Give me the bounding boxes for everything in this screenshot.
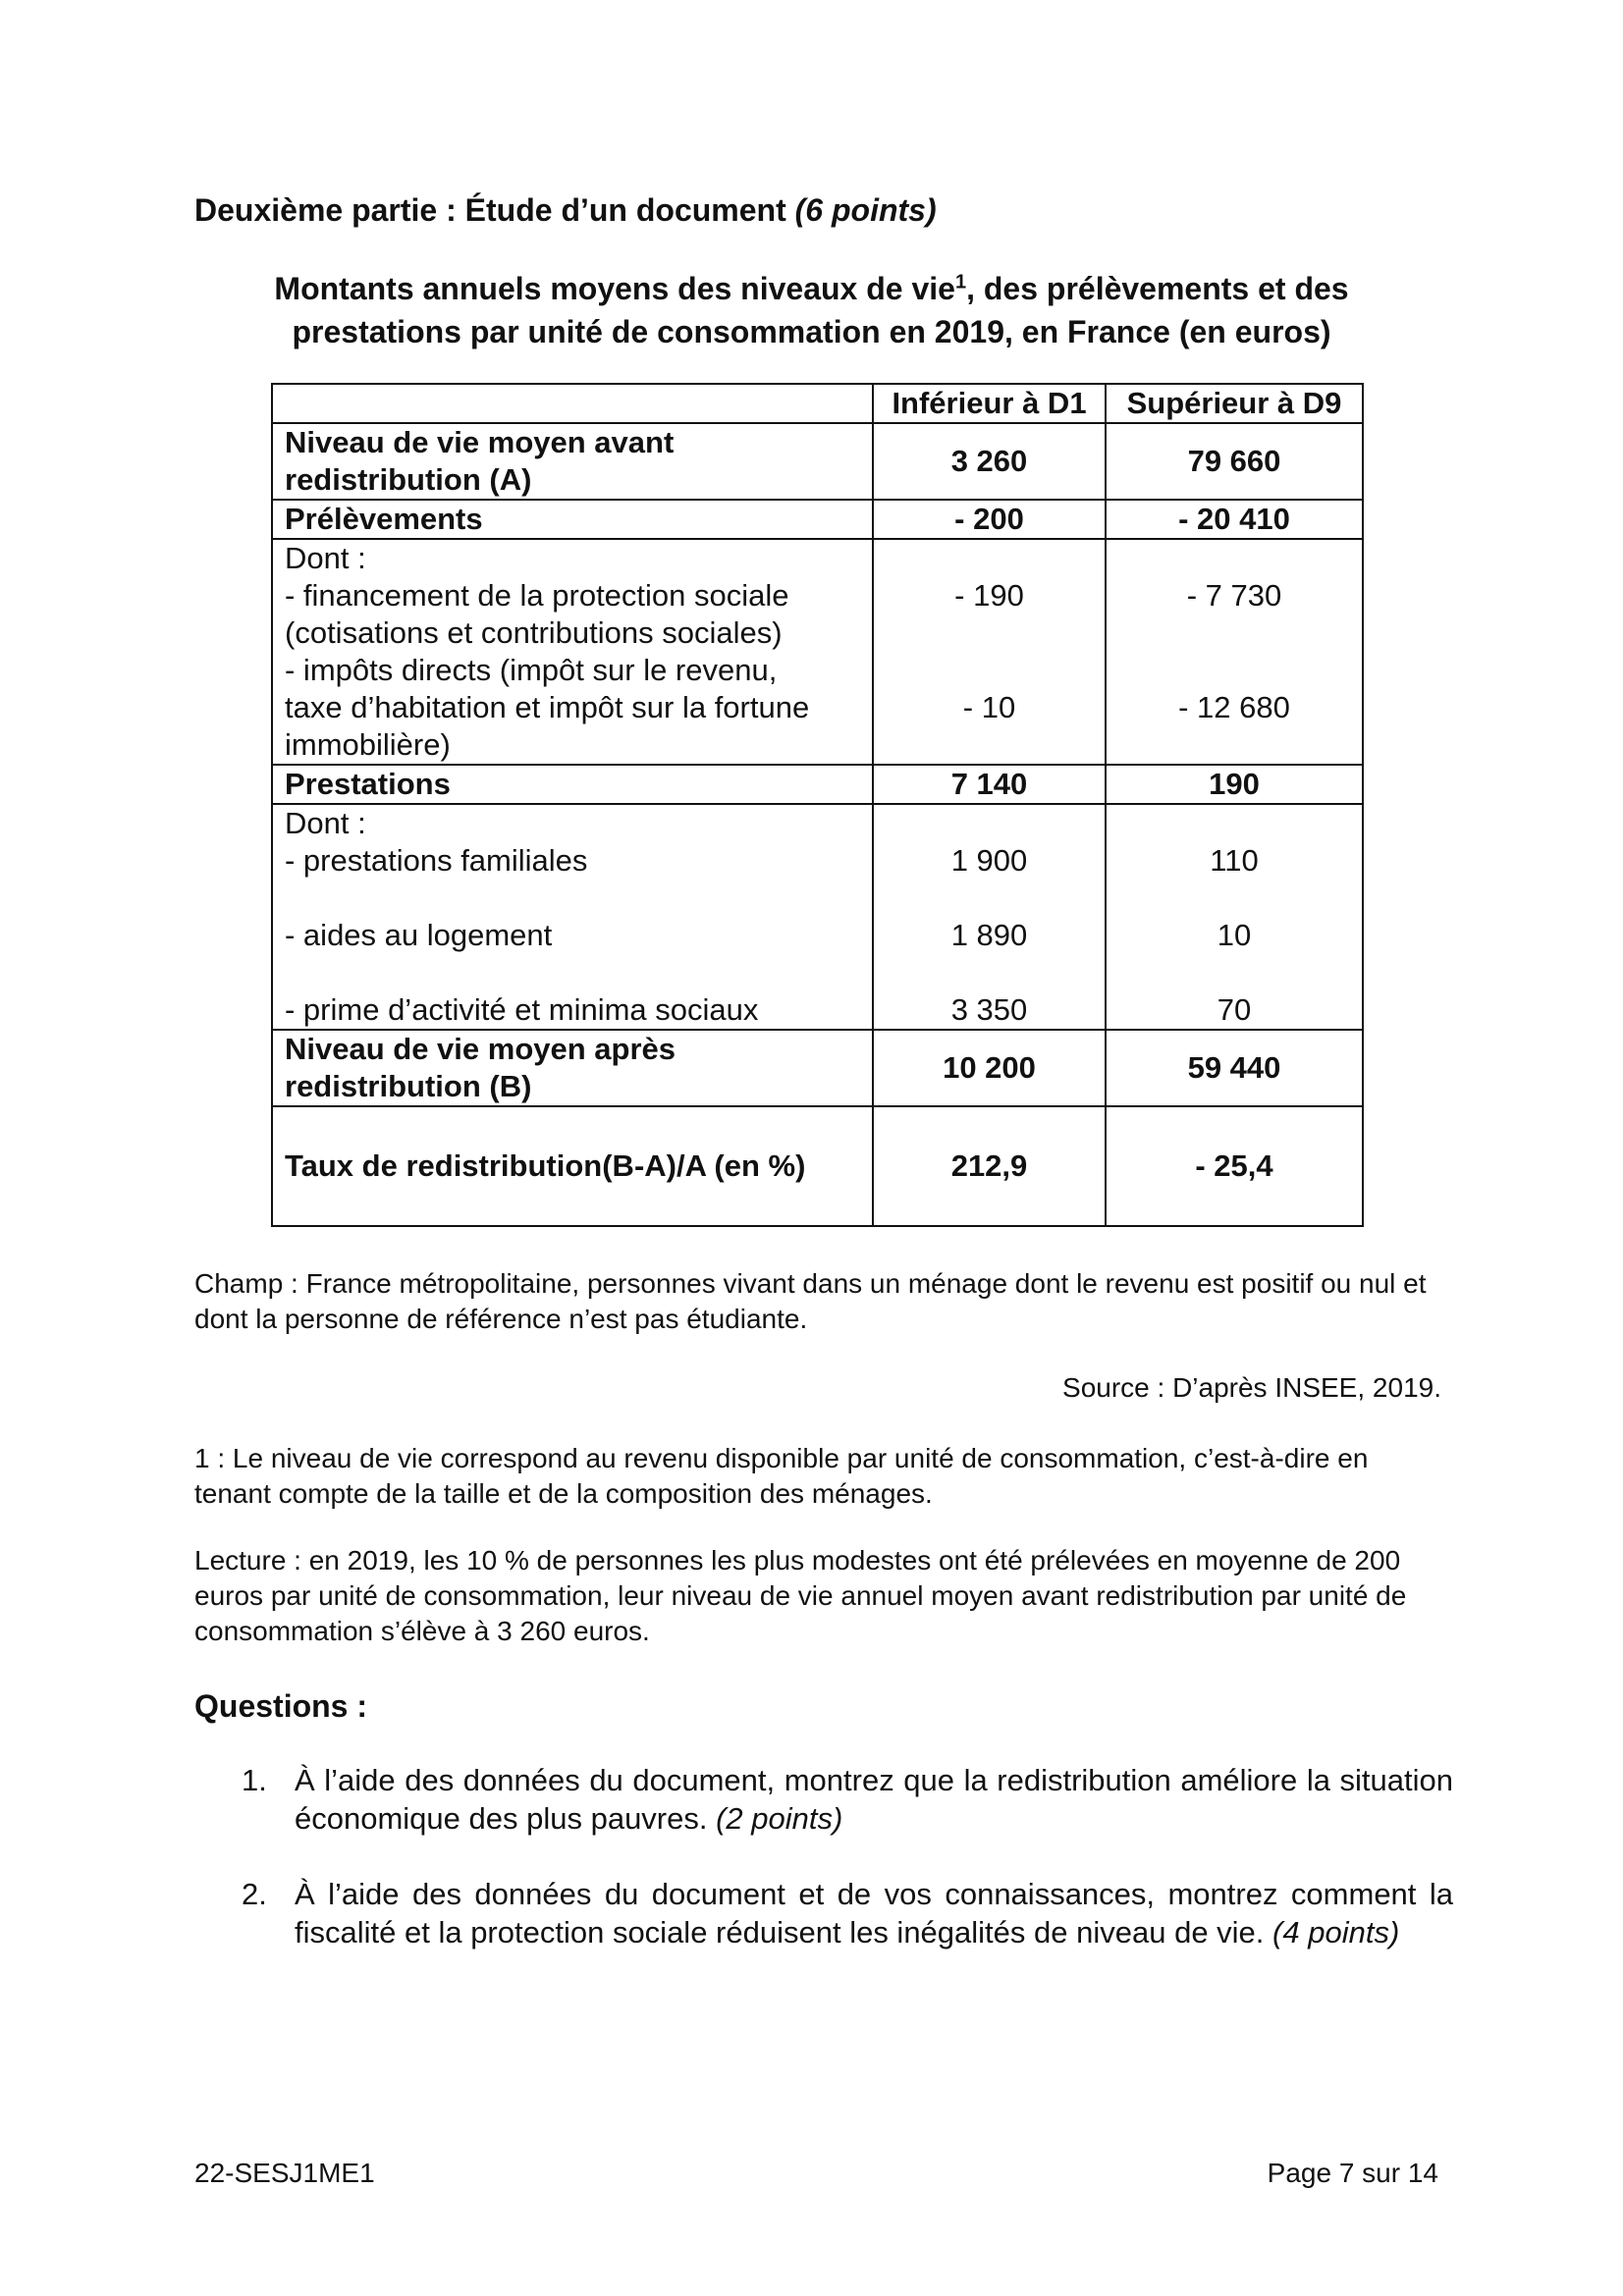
section-points: (6 points) xyxy=(794,192,937,228)
question-2 xyxy=(242,1875,1453,1951)
cell-d9: - 25,4 xyxy=(1106,1106,1363,1226)
footer-code: 22-SESJ1ME1 xyxy=(194,2158,375,2188)
cell-d1: 10 200 xyxy=(873,1030,1106,1106)
table-header-row xyxy=(272,384,1363,423)
footer-page-number: Page 7 sur 14 xyxy=(1267,2158,1438,2188)
questions-title: Questions : xyxy=(194,1688,368,1724)
cell-d1: 212,9 xyxy=(873,1106,1106,1226)
table-row xyxy=(272,765,1363,804)
footnote-marker: 1 xyxy=(954,271,967,294)
question-points: (4 points) xyxy=(1272,1915,1400,1949)
row-label: Prestations xyxy=(272,765,873,804)
cell-d1: - 190 - 10 xyxy=(873,539,1106,765)
row-label: Prélèvements xyxy=(272,500,873,539)
cell-d1: 3 260 xyxy=(873,423,1106,500)
table-row xyxy=(272,1106,1363,1226)
header-cell-d1: Inférieur à D1 xyxy=(873,384,1106,423)
header-cell-empty xyxy=(272,384,873,423)
cell-d9: - 20 410 xyxy=(1106,500,1363,539)
footnote: 1 : Le niveau de vie correspond au revenu disponible par unité de consommation, c’est-à-dire en tenant compte de la taille et de la composition des ménages. xyxy=(194,1443,1369,1509)
row-label: Taux de redistribution(B-A)/A (en %) xyxy=(272,1106,873,1226)
row-label: Dont : - prestations familiales - aides au logement - prime d’activité et minima sociaux xyxy=(272,804,873,1030)
data-table xyxy=(271,383,1364,1227)
cell-d9: 110 10 70 xyxy=(1106,804,1363,1030)
header-cell-d9: Supérieur à D9 xyxy=(1106,384,1363,423)
cell-d9: 79 660 xyxy=(1106,423,1363,500)
question-text: À l’aide des données du document, montrez que la redistribution améliore la situation économique des plus pauvres. xyxy=(295,1763,1453,1836)
cell-d1: - 200 xyxy=(873,500,1106,539)
question-points: (2 points) xyxy=(716,1801,843,1836)
table-row xyxy=(272,423,1363,500)
cell-d9: - 7 730 - 12 680 xyxy=(1106,539,1363,765)
lecture-note: Lecture : en 2019, les 10 % de personnes les plus modestes ont été prélevées en moyenne de 200 euros par unité de consommation, leur niveau de vie annuel moyen avant redistribution par unité de consommation s’élève à 3 260 euros. xyxy=(194,1545,1407,1646)
cell-d1: 1 900 1 890 3 350 xyxy=(873,804,1106,1030)
row-label: Niveau de vie moyen après redistribution (B) xyxy=(272,1030,873,1106)
table-row xyxy=(272,539,1363,765)
table-row xyxy=(272,804,1363,1030)
table-row xyxy=(272,1030,1363,1106)
question-1 xyxy=(242,1761,1453,1838)
question-text: À l’aide des données du document et de vos connaissances, montrez comment la fiscalité et la protection sociale réduisent les inégalités de niveau de vie. xyxy=(295,1877,1453,1949)
document-title: Montants annuels moyens des niveaux de vie$^1$, des prélèvements et des prestations par unité de consommation en 2019, en France (en euros) xyxy=(274,271,1349,349)
row-label: Dont : - financement de la protection sociale (cotisations et contributions sociales) - impôts directs (impôt sur le revenu, taxe d’habitation et impôt sur la fortune immobilière) xyxy=(272,539,873,765)
table-row xyxy=(272,500,1363,539)
question-number: 2. xyxy=(242,1877,267,1911)
champ-note: Champ : France métropolitaine, personnes vivant dans un ménage dont le revenu est positif ou nul et dont la personne de référence n’est pas étudiante. xyxy=(194,1268,1427,1334)
cell-d1: 7 140 xyxy=(873,765,1106,804)
cell-d9: 190 xyxy=(1106,765,1363,804)
question-number: 1. xyxy=(242,1763,267,1797)
section-title: Deuxième partie : Étude d’un document (6 points) xyxy=(194,192,937,228)
source-note: Source : D’après INSEE, 2019. xyxy=(1062,1372,1441,1403)
cell-d9: 59 440 xyxy=(1106,1030,1363,1106)
row-label: Niveau de vie moyen avant redistribution (A) xyxy=(272,423,873,500)
